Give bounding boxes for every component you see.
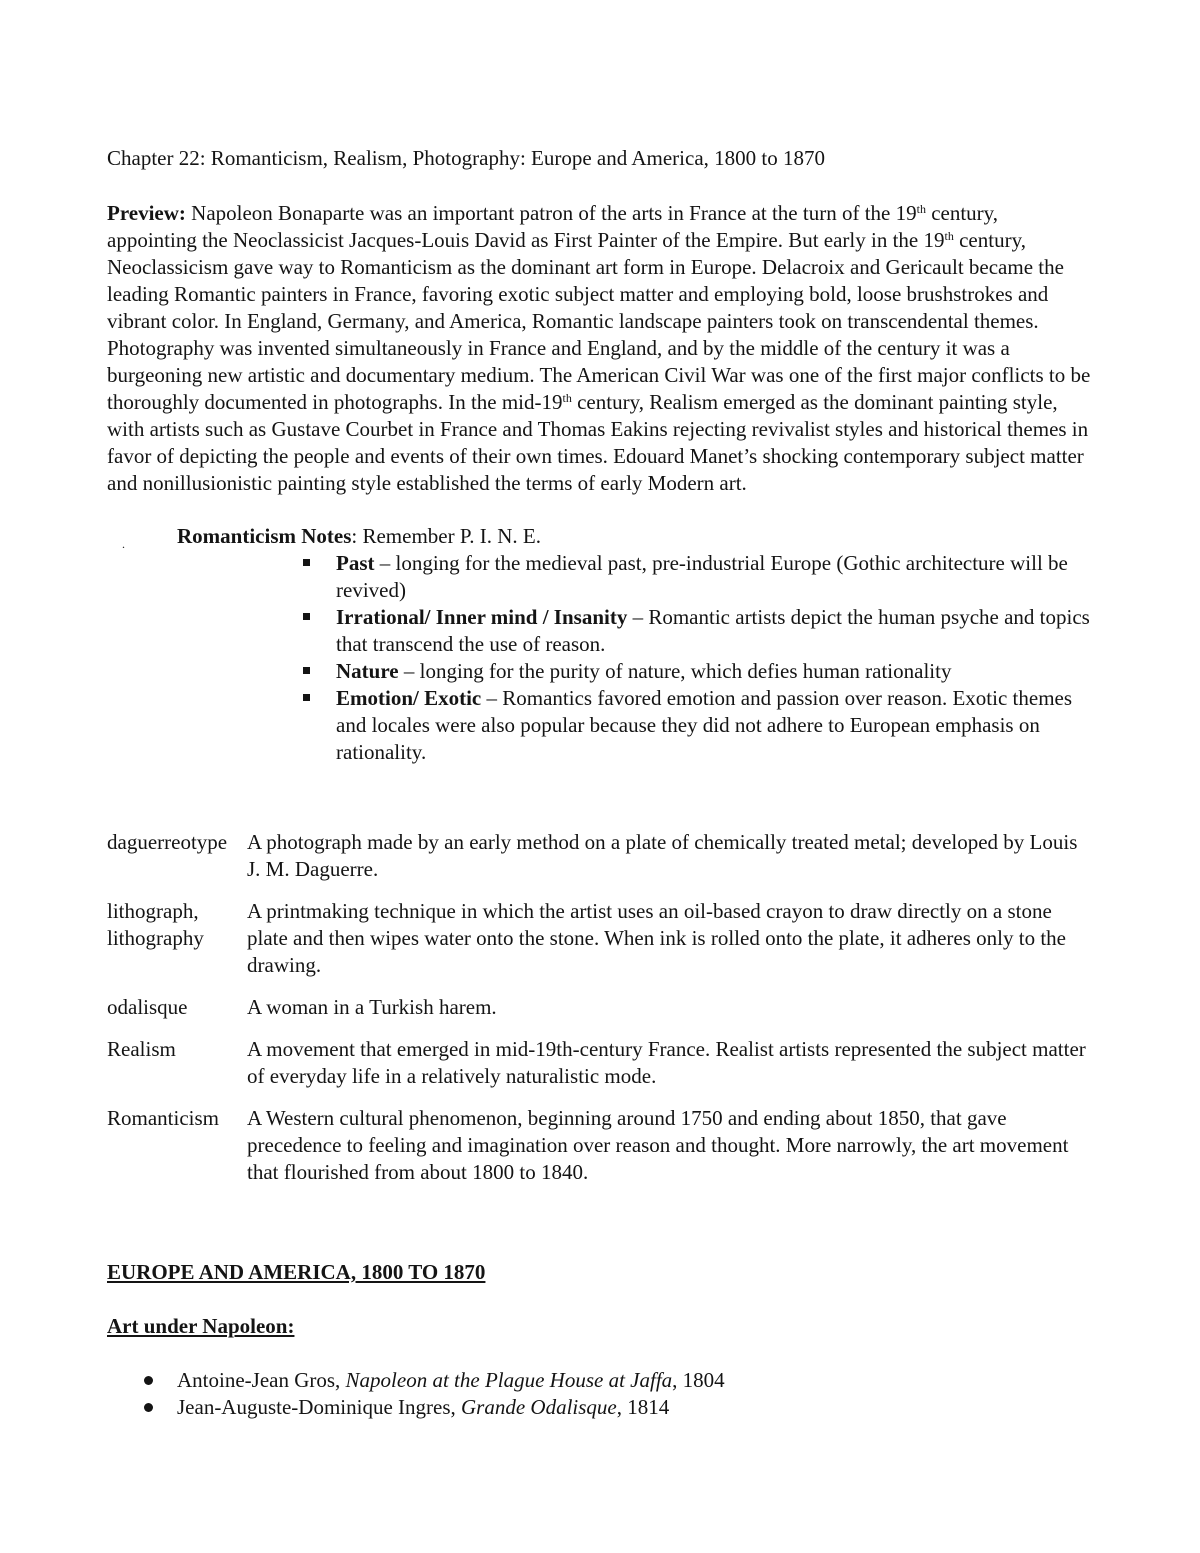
superscript-th: th (944, 229, 954, 243)
square-bullet-icon (303, 559, 310, 566)
glossary-row (107, 898, 1092, 994)
square-bullet-icon (303, 613, 310, 620)
pine-description: – longing for the medieval past, pre-industrial Europe (Gothic architecture will be revived) (336, 551, 1068, 602)
preview-label: Preview: (107, 201, 186, 225)
glossary-row (107, 1105, 1092, 1201)
pine-item-emotion (336, 685, 1096, 766)
square-bullet-icon (303, 667, 310, 674)
superscript-th: th (916, 202, 926, 216)
glossary-table (107, 829, 1092, 1201)
artwork-title: Napoleon at the Plague House at Jaffa (345, 1368, 673, 1392)
romanticism-notes (122, 523, 1092, 766)
artwork-artist: Jean-Auguste-Dominique Ingres, (177, 1395, 462, 1419)
romanticism-notes-label: Romanticism Notes (177, 524, 352, 548)
glossary-row (107, 1036, 1092, 1105)
artwork-title: Grande Odalisque (461, 1395, 617, 1419)
artwork-item (177, 1394, 1092, 1421)
glossary-definition: A printmaking technique in which the artist uses an oil-based crayon to draw directly on a stone plate and then wipes water onto the stone. When ink is rolled onto the plate, it adheres only to the drawing. (247, 899, 1066, 977)
preview-text-1: Napoleon Bonaparte was an important patron of the arts in France at the turn of the 19 (185, 201, 917, 225)
document-page (107, 145, 1092, 1421)
artwork-year: , 1804 (672, 1368, 725, 1392)
pine-term: Past (336, 551, 375, 575)
preview-text-2: century, appointing the Neoclassicist Jacques-Louis David as First Painter of the Empire. But early in the 19 (107, 201, 999, 252)
glossary-term: Realism (107, 1037, 176, 1061)
preview-text-4: century, Realism emerged as the dominant painting style, with artists such as Gustave Courbet in France and Thomas Eakins rejecting revivalist styles and historical themes in favor of depicting the people and events of their own times. Edouard Manet’s shocking contemporary subject matter and nonillusionistic painting style established the terms of early Modern art. (107, 390, 1089, 495)
subsection-title: Art under Napoleon: (107, 1314, 295, 1338)
artwork-item (177, 1367, 1092, 1394)
preview-paragraph (107, 200, 1092, 497)
section-title: EUROPE AND AMERICA, 1800 TO 1870 (107, 1260, 486, 1284)
pine-description: – Romantic artists depict the human psyche and topics that transcend the use of reason. (336, 605, 1090, 656)
glossary-row (107, 829, 1092, 898)
romanticism-notes-heading (177, 523, 1092, 550)
glossary-term: odalisque (107, 995, 188, 1019)
pine-term: Irrational/ Inner mind / Insanity (336, 605, 628, 629)
pine-term: Emotion/ Exotic (336, 686, 482, 710)
glossary-definition: A movement that emerged in mid-19th-century France. Realist artists represented the subject matter of everyday life in a relatively naturalistic mode. (247, 1037, 1086, 1088)
romanticism-notes-text: : Remember P. I. N. E. (351, 524, 541, 548)
pine-list (177, 550, 1096, 766)
round-bullet-icon (144, 1403, 153, 1412)
square-bullet-icon (303, 694, 310, 701)
glossary-definition: A photograph made by an early method on a plate of chemically treated metal; developed by Louis J. M. Daguerre. (247, 830, 1078, 881)
stray-dot-marker: . (122, 537, 125, 551)
glossary-row (107, 994, 1092, 1036)
glossary-definition: A woman in a Turkish harem. (247, 995, 497, 1019)
artwork-year: , 1814 (616, 1395, 670, 1419)
glossary-term: Romanticism (107, 1106, 219, 1130)
pine-description: – Romantics favored emotion and passion over reason. Exotic themes and locales were also popular because they did not adhere to European emphasis on rationality. (336, 686, 1073, 764)
glossary-definition: A Western cultural phenomenon, beginning around 1750 and ending about 1850, that gave precedence to feeling and imagination over reason and thought. More narrowly, the art movement that flourished from about 1800 to 1840. (247, 1106, 1069, 1184)
pine-item-nature (336, 658, 1096, 685)
glossary-term: daguerreotype (107, 830, 228, 854)
glossary-term: lithograph, lithography (107, 899, 204, 950)
pine-term: Nature (336, 659, 399, 683)
pine-description: – longing for the purity of nature, which defies human rationality (398, 659, 952, 683)
superscript-th: th (562, 391, 572, 405)
preview-text-3: century, Neoclassicism gave way to Romanticism as the dominant art form in Europe. Delacroix and Gericault became the leading Romantic painters in France, favoring exotic subject matter and employing bold, loose brushstrokes and vibrant color. In England, Germany, and America, Romantic landscape painters took on transcendental themes. Photography was invented simultaneously in France and England, and by the middle of the century it was a burgeoning new artistic and documentary medium. The American Civil War was one of the first major conflicts to be thoroughly documented in photographs. In the mid-19 (107, 228, 1091, 414)
artworks-list (107, 1367, 1092, 1421)
chapter-title: Chapter 22: Romanticism, Realism, Photography: Europe and America, 1800 to 1870 (107, 146, 825, 170)
pine-item-irrational (336, 604, 1096, 658)
pine-item-past (336, 550, 1096, 604)
round-bullet-icon (144, 1376, 153, 1385)
artwork-artist: Antoine-Jean Gros, (177, 1368, 346, 1392)
